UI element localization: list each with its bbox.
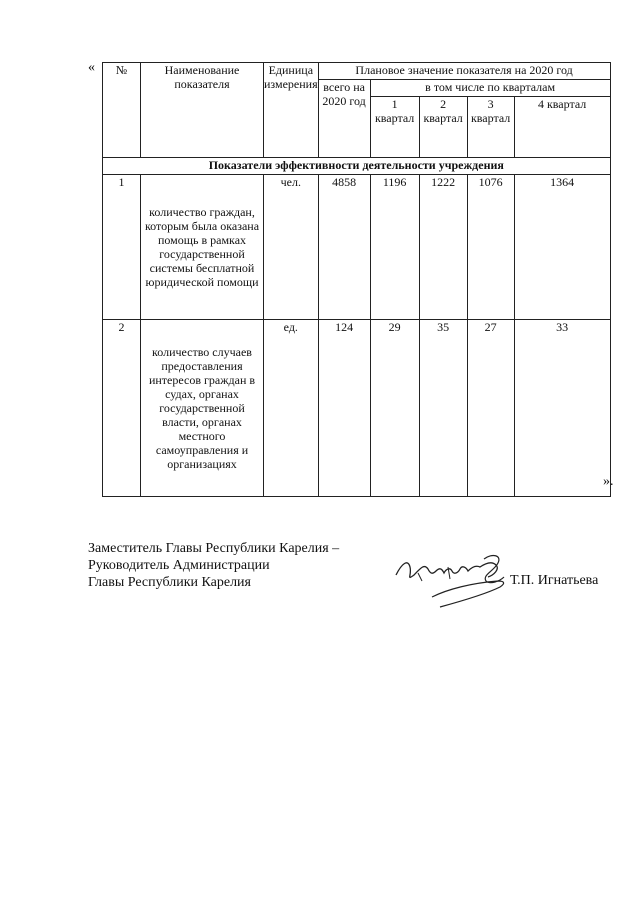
row-unit: ед.: [264, 320, 319, 497]
header-plan: Плановое значение показателя на 2020 год: [318, 63, 610, 80]
row-num: 2: [103, 320, 141, 497]
row-q2: 35: [419, 320, 467, 497]
row-total: 4858: [318, 175, 370, 320]
header-q1: 1 квартал: [370, 97, 419, 158]
signatory-title-line2: Руководитель Администрации: [88, 558, 270, 573]
header-q4: 4 квартал: [514, 97, 610, 158]
row-q1: 29: [370, 320, 419, 497]
opening-quote: «: [88, 60, 95, 75]
handwritten-signature: [388, 545, 518, 615]
row-q1: 1196: [370, 175, 419, 320]
header-num: №: [103, 63, 141, 158]
signatory-title-line1: Заместитель Главы Республики Карелия –: [88, 541, 340, 556]
row-name: количество случаев предоставления интересов граждан в судах, органах государственной власти, органах местного самоуправления и организациях: [141, 320, 264, 497]
row-q4: 1364: [514, 175, 610, 320]
section-title: Показатели эффективности деятельности учреждения: [103, 158, 611, 175]
header-q2: 2 квартал: [419, 97, 467, 158]
row-q4: 33: [514, 320, 610, 497]
row-name: количество граждан, которым была оказана помощь в рамках государственной системы бесплатной юридической помощи: [141, 175, 264, 320]
signatory-title-line3: Главы Республики Карелия: [88, 575, 251, 590]
closing-quote: ».: [603, 474, 614, 489]
header-unit: Единица измерения: [264, 63, 319, 158]
row-q3: 1076: [467, 175, 514, 320]
header-q3: 3 квартал: [467, 97, 514, 158]
row-unit: чел.: [264, 175, 319, 320]
table-row: [103, 320, 611, 497]
signatory-title: [88, 540, 339, 591]
row-num: 1: [103, 175, 141, 320]
header-name: Наименование показателя: [141, 63, 264, 158]
signatory-name: Т.П. Игнатьева: [510, 573, 599, 588]
row-q3: 27: [467, 320, 514, 497]
header-quarters-group: в том числе по кварталам: [370, 80, 610, 97]
table-row: [103, 175, 611, 320]
row-total: 124: [318, 320, 370, 497]
header-total: всего на 2020 год: [318, 80, 370, 158]
indicators-table: [102, 62, 611, 497]
row-q2: 1222: [419, 175, 467, 320]
